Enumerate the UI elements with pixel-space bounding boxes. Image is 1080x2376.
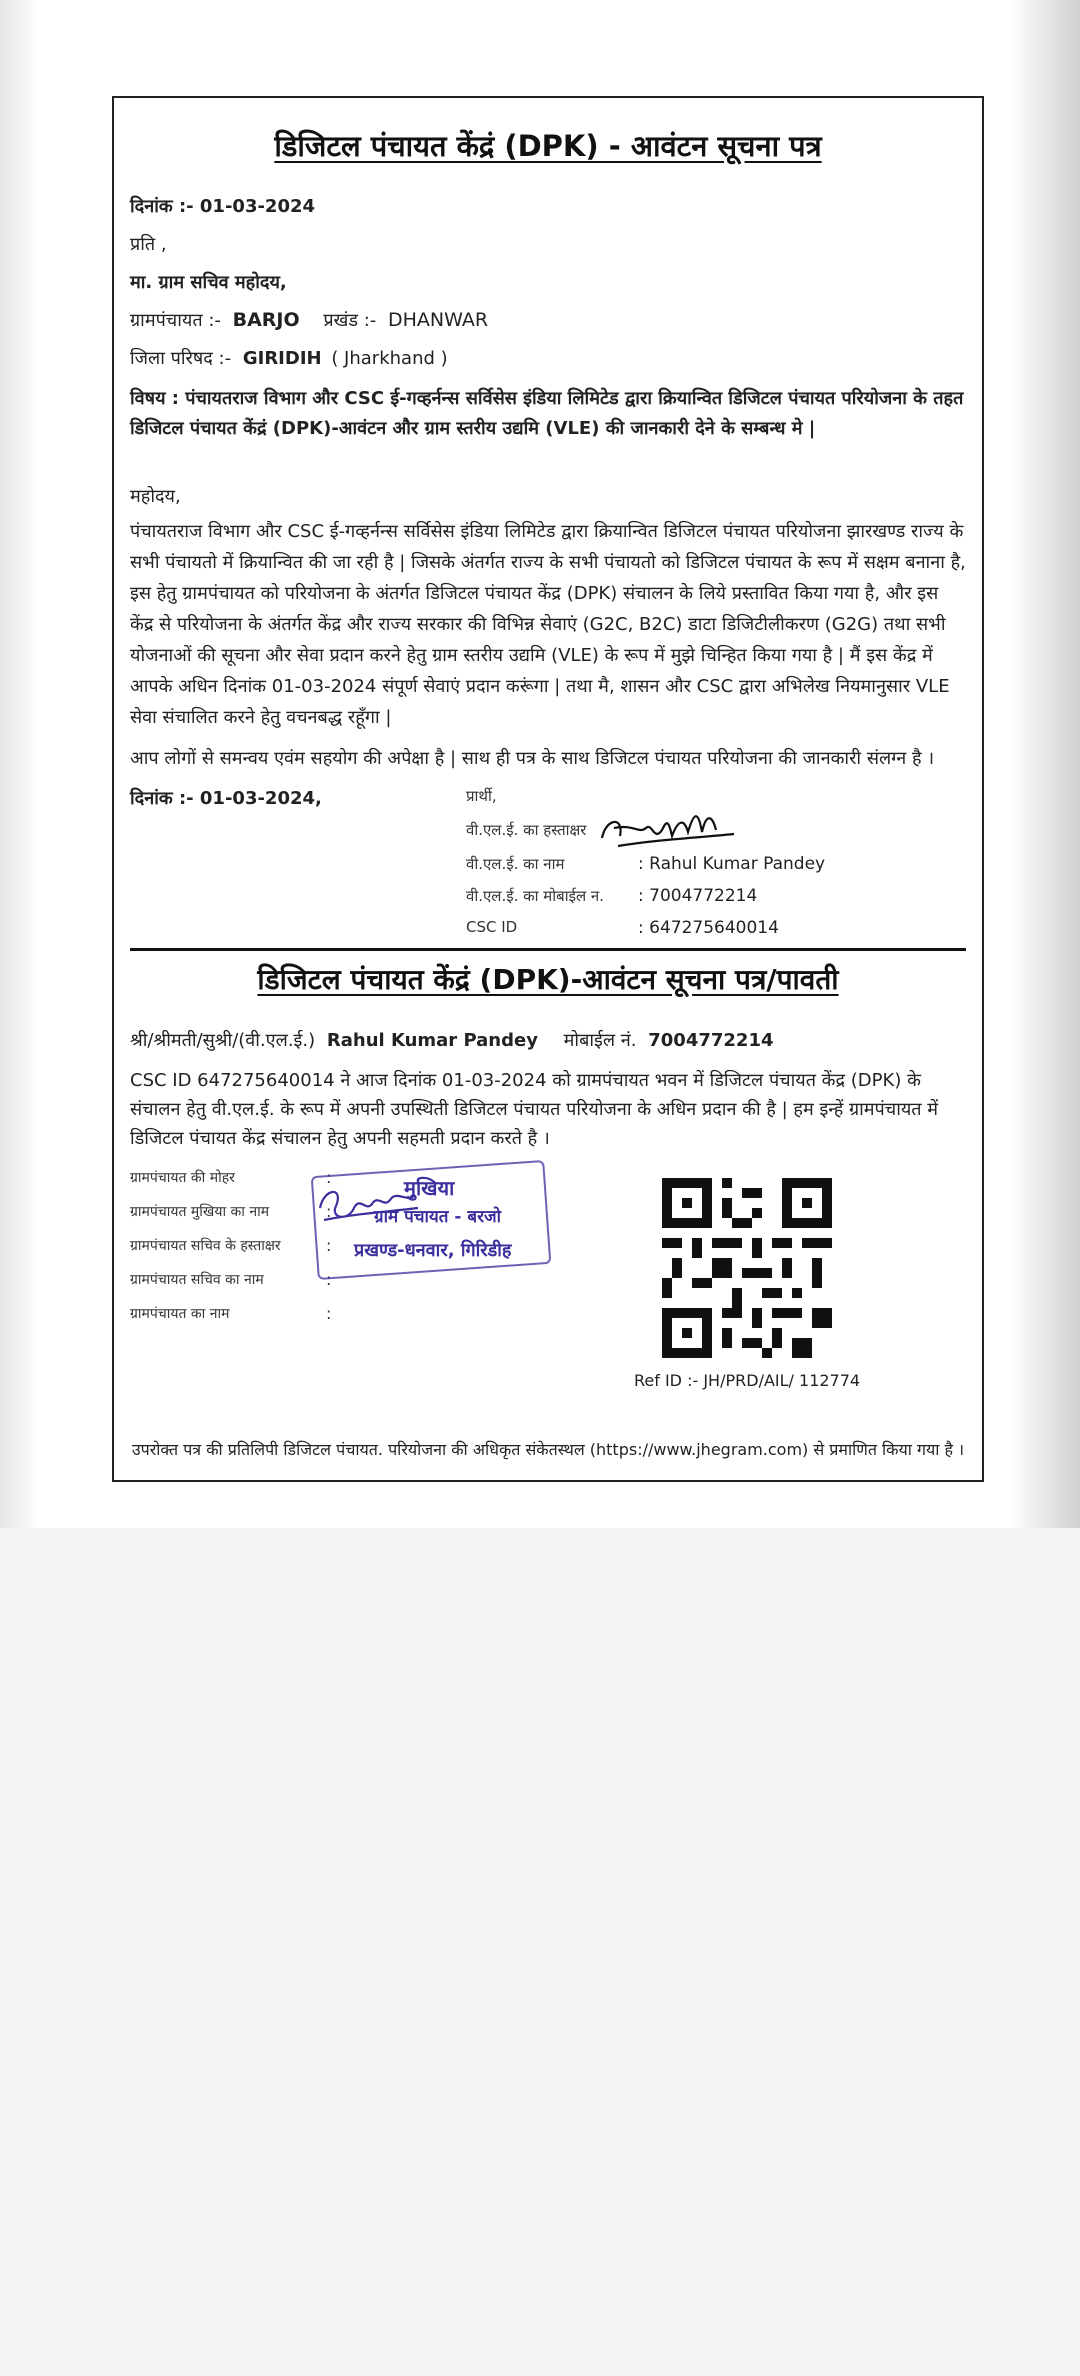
receipt-body: CSC ID 647275640014 ने आज दिनांक 01-03-2024 को ग्रामपंचायत भवन में डिजिटल पंचायत केंद्र (DPK) के संचालन हेतु वी.एल.ई. के रूप में अपनी उपस्थिती डिजिटल पंचायत परियोजना के अधिन प्रदान की है | हम इन्हें ग्रामपंचायत में डिजिटल पंचायत केंद्र संचालन हेतु अपनी सहमती प्रदान करते है । bbox=[130, 1070, 939, 1149]
panchayat-row bbox=[130, 308, 488, 332]
date-line-2: दिनांक :- 01-03-2024, bbox=[130, 788, 322, 809]
csc-label: CSC ID bbox=[466, 918, 518, 936]
letter-title: डिजिटल पंचायत केंद्रं (DPK) - आवंटन सूचना पत्र bbox=[274, 129, 822, 163]
addressee: मा. ग्राम सचिव महोदय, bbox=[130, 272, 287, 293]
stamp-line-3: प्रखण्ड-धनवार, गिरिडीह bbox=[354, 1240, 512, 1261]
panchayat-value: BARJO bbox=[232, 309, 300, 331]
vle-name-label: वी.एल.ई. का नाम bbox=[466, 855, 565, 873]
receipt-mobile-value: 7004772214 bbox=[648, 1030, 774, 1051]
block-value: DHANWAR bbox=[388, 309, 489, 331]
state-value: ( Jharkhand ) bbox=[331, 348, 448, 369]
closing-line: आप लोगों से समन्वय एवंम सहयोग की अपेक्षा है | साथ ही पत्र के साथ डिजिटल पंचायत परियोजना की जानकारी संलग्न है । bbox=[130, 748, 935, 769]
salutation: महोदय, bbox=[130, 486, 181, 507]
panchayat-stamp bbox=[314, 1168, 544, 1288]
district-row bbox=[130, 346, 448, 370]
mukhiya-signature bbox=[314, 1178, 424, 1228]
date-line: दिनांक :- 01-03-2024 bbox=[130, 196, 316, 217]
vle-sign-label: वी.एल.ई. का हस्ताक्षर bbox=[466, 821, 587, 839]
subject: विषय : पंचायतराज विभाग और CSC ई-गव्हर्नन्स सर्विसेस इंडिया लिमिटेड द्वारा क्रियान्वित डिजिटल पंचायत परियोजना के तहत डिजिटल पंचायत केंद्रं (DPK)-आवंटन और ग्राम स्तरीय उद्यमि (VLE) की जानकारी देने के सम्बन्ध मे | bbox=[130, 388, 964, 439]
footer-note: उपरोक्त पत्र की प्रतिलिपी डिजिटल पंचायत. परियोजना की अधिकृत संकेतस्थल (https://www.jhegram.com) से प्रमाणित किया गया है । bbox=[131, 1440, 965, 1459]
field-seal: ग्रामपंचायत की मोहर bbox=[130, 1170, 235, 1186]
vle-name-value: : Rahul Kumar Pandey bbox=[638, 854, 826, 874]
block-label: प्रखंड :- bbox=[323, 310, 377, 331]
field-panchayat-name: ग्रामपंचायत का नाम bbox=[130, 1306, 230, 1322]
receipt-mobile-label: मोबाईल नं. bbox=[563, 1030, 637, 1051]
receipt-name-value: Rahul Kumar Pandey bbox=[326, 1030, 538, 1051]
letter-frame: डिजिटल पंचायत केंद्रं (DPK) - आवंटन सूचना पत्र दिनांक :- 01-03-2024 प्रति , मा. ग्राम सचिव महोदय, ग्रामपंचायत :- BARJO प्रखंड :- DHANWAR जिला परिषद :- GIRIDIH ( Jharkhand ) विषय : पंचायतराज विभाग और CSC ई-गव्हर्नन्स सर्विसेस इंडिया लिमिटेड द्वारा क्रियान्वित डिजिटल पंचायत परियोजना के तहत डिजिटल पंचायत केंद्रं (DPK)-आवंटन और ग्राम स्तरीय उद्यमि (VLE) की जानकारी देने के सम्बन्ध मे | महोदय, पंचायतराज विभाग और CSC ई-गव्हर्नन्स सर्विसेस इंडिया लिमिटेड द्वारा क्रियान्वित डिजिटल पंचायत परियोजना झारखण्ड राज्य के सभी पंचायतो में क्रियान्वित की जा रही है | जिसके अंतर्गत राज्य के सभी पंचायतो को डिजिटल पंचायत के रूप में सक्षम बनाना है, इस हेतु ग्रामपंचायत को परियोजना के अंतर्गत डिजिटल पंचायत केंद्र (DPK) संचालन के लिये प्रस्तावित किया गया है, और इस केंद्र से परियोजना के अंतर्गत केंद्र और राज्य सरकार की विभिन्न सेवाएं (G2C, B2C) डाटा डिजिटीलीकरण (G2G) तथा सभी योजनाओं की सूचना और सेवा प्रदान करने हेतु ग्राम स्तरीय उद्यमि (VLE) के रूप में मुझे चिन्हित किया गया है | मैं इस केंद्र में आपके अधिन दिनांक 01-03-2024 संपूर्ण सेवाएं प्रदान करूंगा | तथा मै, शासन और CSC द्वारा अभिलेख नियमानुसार VLE सेवा संचालित करने हेतु वचनबद्ध रहूँगा | आप लोगों से समन्वय एवंम सहयोग की अपेक्षा है | साथ ही पत्र के साथ डिजिटल पंचायत परियोजना की जानकारी संलग्न है । दिनांक :- 01-03-2024, प्रार्थी, वी.एल.ई. का हस्ताक्षर वी.एल.ई. का नाम : Rahul Kumar Pandey वी.एल.ई. का मोबाईल न. : 7004772214 CSC ID : 647275640014 डिजिटल पंचायत केंद्रं (DPK)-आवंटन सूचना पत्र/पावती श्री/श्रीमती/सुश्री/(वी.एल.ई.) Rahul Kumar Pandey मोबाईल नं. 7004772214 CSC ID 647275640014 ने आज दिनांक 01-03-2024 को ग्रामपंचायत भवन में डिजिटल पंचायत केंद्र (DPK) के संचालन हेतु वी.एल.ई. के रूप में अपनी उपस्थिती डिजिटल पंचायत परियोजना के अधिन प्रदान की है | हम इन्हें ग्रामपंचायत में डिजिटल पंचायत केंद्र संचालन हेतु अपनी सहमती प्रदान करते है । ग्रामपंचायत की मोहर ग्रामपंचायत मुखिया का नाम ग्रामपंचायत सचिव के हस्ताक्षर ग्रामपंचायत सचिव का नाम ग्रामपंचायत का नाम : : : : : मुखिया ग्राम पंचायत - बरजो प्रखण्ड-धनवार, गिरिडीह Ref ID :- JH/PRD/AIL/ 112774 उपरोक्त पत्र की प्रतिलिपी डिजिटल पंचायत. परियोजना की अधिकृत संकेतस्थल (https://www.jhegram.com) से प्रमाणित किया गया है । bbox=[112, 96, 984, 1482]
section-divider bbox=[130, 948, 966, 951]
field-secretary-name: ग्रामपंचायत सचिव का नाम bbox=[130, 1272, 264, 1288]
district-value: GIRIDIH bbox=[242, 348, 322, 369]
field-secretary-sign: ग्रामपंचायत सचिव के हस्ताक्षर bbox=[130, 1238, 281, 1254]
stamp-line-1: मुखिया bbox=[404, 1176, 455, 1200]
vle-mobile-value: : 7004772214 bbox=[638, 886, 758, 906]
receipt-name-row bbox=[130, 1028, 774, 1052]
receipt-name-prefix: श्री/श्रीमती/सुश्री/(वी.एल.ई.) bbox=[130, 1030, 316, 1051]
vle-signature bbox=[594, 798, 744, 858]
receipt-title: डिजिटल पंचायत केंद्रं (DPK)-आवंटन सूचना पत्र/पावती bbox=[257, 963, 839, 996]
panchayat-label: ग्रामपंचायत :- bbox=[130, 310, 221, 331]
stamp-line-2: ग्राम पंचायत - बरजो bbox=[374, 1207, 502, 1227]
district-label: जिला परिषद :- bbox=[130, 348, 232, 369]
ref-id: Ref ID :- JH/PRD/AIL/ 112774 bbox=[634, 1371, 861, 1390]
vle-mobile-label: वी.एल.ई. का मोबाईल न. bbox=[466, 887, 605, 905]
csc-value: : 647275640014 bbox=[638, 918, 779, 938]
to-line: प्रति , bbox=[130, 234, 167, 255]
letter-body: पंचायतराज विभाग और CSC ई-गव्हर्नन्स सर्विसेस इंडिया लिमिटेड द्वारा क्रियान्वित डिजिटल पंचायत परियोजना झारखण्ड राज्य के सभी पंचायतो में क्रियान्वित की जा रही है | जिसके अंतर्गत राज्य के सभी पंचायतो को डिजिटल पंचायत के रूप में सक्षम बनाना है, इस हेतु ग्रामपंचायत को परियोजना के अंतर्गत डिजिटल पंचायत केंद्र (DPK) संचालन के लिये प्रस्तावित किया गया है, और इस केंद्र से परियोजना के अंतर्गत केंद्र और राज्य सरकार की विभिन्न सेवाएं (G2C, B2C) डाटा डिजिटीलीकरण (G2G) तथा सभी योजनाओं की सूचना और सेवा प्रदान करने हेतु ग्राम स्तरीय उद्यमि (VLE) के रूप में मुझे चिन्हित किया गया है | मैं इस केंद्र में आपके अधिन दिनांक 01-03-2024 संपूर्ण सेवाएं प्रदान करूंगा | तथा मै, शासन और CSC द्वारा अभिलेख नियमानुसार VLE सेवा संचालित करने हेतु वचनबद्ध रहूँगा | bbox=[130, 521, 966, 728]
field-mukhiya-name: ग्रामपंचायत मुखिया का नाम bbox=[130, 1204, 270, 1220]
qr-code bbox=[662, 1178, 832, 1358]
applicant-label: प्रार्थी, bbox=[466, 787, 497, 805]
